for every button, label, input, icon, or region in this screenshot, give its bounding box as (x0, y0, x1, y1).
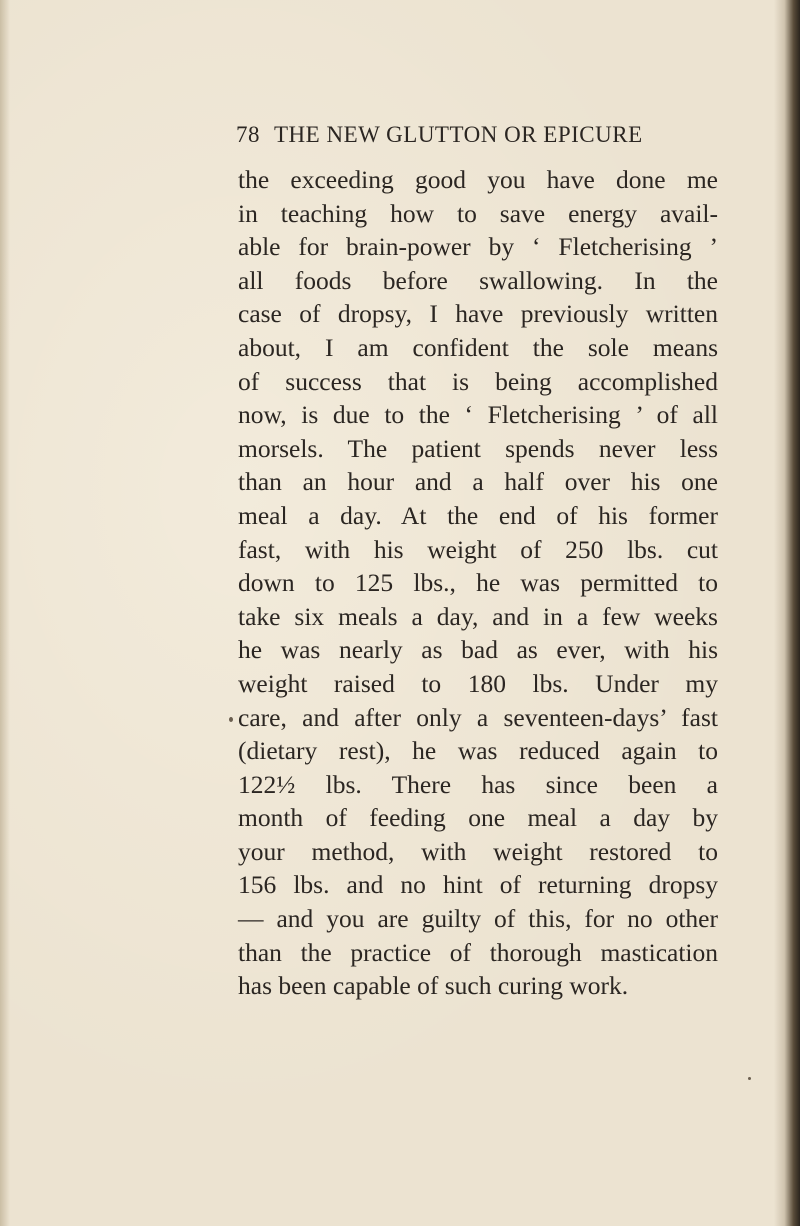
text-line: care, and after only a seventeen-days’ fast (238, 702, 718, 732)
text-line: — and you are guilty of this, for no other (238, 904, 718, 934)
text-line: able for brain-power by ‘ Fletcherising ’ (238, 232, 718, 262)
text-line: 156 lbs. and no hint of returning dropsy (238, 870, 718, 900)
text-line: of success that is being accomplished (238, 366, 718, 396)
text-line: morsels. The patient spends never less (238, 433, 718, 463)
text-line: has been capable of such curing work. (238, 971, 629, 1001)
text-line: than an hour and a half over his one (238, 467, 718, 497)
body-paragraph (238, 163, 718, 1003)
book-spine-shadow (774, 0, 800, 1226)
text-line: meal a day. At the end of his former (238, 500, 718, 530)
text-line: now, is due to the ‘ Fletcherising ’ of all (238, 400, 718, 430)
text-line: weight raised to 180 lbs. Under my (238, 668, 718, 698)
text-line: than the practice of thorough mastication (238, 937, 718, 967)
text-line: your method, with weight restored to (238, 836, 718, 866)
text-line: the exceeding good you have done me (238, 165, 718, 194)
text-line: month of feeding one meal a day by (238, 803, 718, 833)
running-header (236, 122, 643, 148)
text-line: case of dropsy, I have previously written (238, 299, 718, 329)
text-line: about, I am confident the sole means (238, 332, 718, 362)
page-number: 78 (236, 122, 260, 147)
text-line: 122½ lbs. There has since been a (238, 769, 718, 799)
page-left-edge (0, 0, 10, 1226)
text-line: fast, with his weight of 250 lbs. cut (238, 534, 718, 564)
paper-speck (748, 1077, 751, 1080)
text-line: in teaching how to save energy avail- (238, 198, 718, 228)
text-line: all foods before swallowing. In the (238, 265, 718, 295)
running-title: THE NEW GLUTTON OR EPICURE (274, 122, 643, 147)
text-line: down to 125 lbs., he was permitted to (238, 568, 718, 598)
text-line: (dietary rest), he was reduced again to (238, 736, 718, 766)
text-line: take six meals a day, and in a few weeks (238, 601, 718, 631)
text-line: he was nearly as bad as ever, with his (238, 635, 718, 665)
paper-speck (229, 717, 233, 722)
